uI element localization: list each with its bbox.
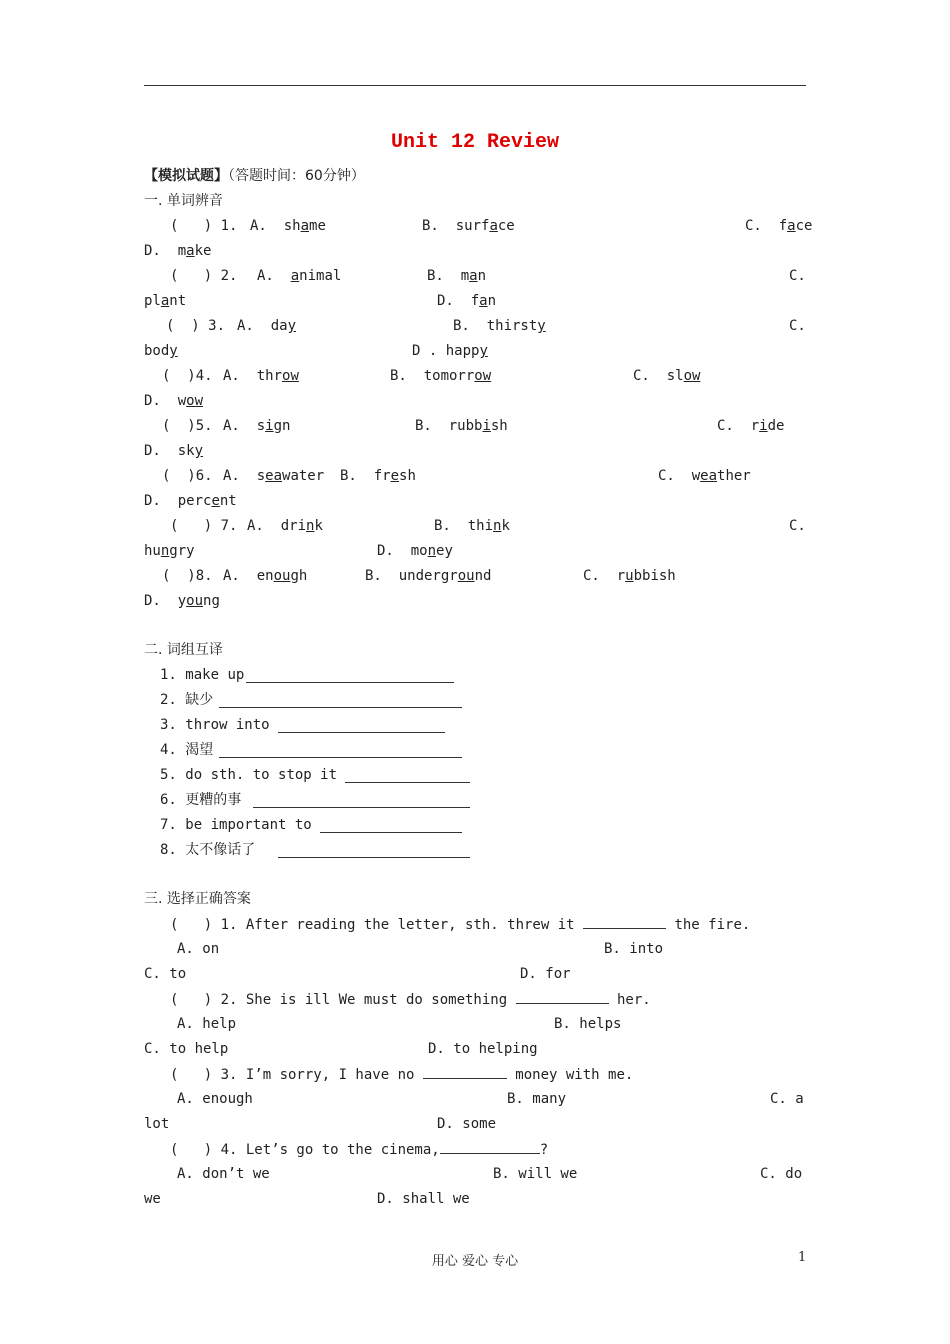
choice-option: B. into — [604, 941, 664, 957]
choice-option: A. enough — [177, 1091, 253, 1107]
option-letter: A. — [223, 368, 257, 384]
answer-blank[interactable] — [583, 915, 666, 929]
underlined-letters: ow — [282, 368, 299, 384]
option-c — [745, 217, 812, 235]
option-a — [223, 417, 290, 435]
stem-text: the fire. — [666, 917, 751, 933]
word-prefix: thirst — [486, 318, 538, 334]
option-a — [223, 367, 299, 385]
word-prefix: en — [256, 568, 274, 584]
word-prefix: sl — [666, 368, 684, 384]
word-prefix: perc — [177, 493, 212, 509]
exam-header — [144, 167, 365, 185]
word-suffix: bbish — [633, 568, 676, 584]
answer-blank[interactable] — [278, 857, 470, 858]
word-suffix: n — [477, 268, 487, 284]
phrase-text: make up — [185, 667, 245, 683]
question-number: ( )6. — [162, 468, 213, 484]
word-prefix: s — [256, 418, 266, 434]
underlined-letters: n — [160, 543, 170, 559]
choice-option: D. to helping — [428, 1041, 538, 1057]
question-number: ( ) 7. — [170, 518, 238, 534]
option-letter: A. — [247, 518, 281, 534]
word-suffix: ce — [497, 218, 515, 234]
question-stem — [170, 990, 651, 1009]
choice-option: B. helps — [554, 1016, 622, 1032]
choice-option: D. some — [437, 1116, 497, 1132]
word-prefix: tomorr — [423, 368, 475, 384]
stem-text: ( ) 2. She is ill We must do something — [170, 992, 516, 1008]
option-letter: C. — [789, 268, 806, 284]
option-letter: C. — [717, 418, 751, 434]
phrase-text: throw into — [185, 717, 279, 733]
underlined-letters: a — [290, 268, 300, 284]
phrase-row — [160, 841, 260, 859]
option-b — [365, 567, 491, 585]
choice-option: C. to — [144, 966, 187, 982]
word-prefix: r — [616, 568, 626, 584]
option-a — [223, 467, 324, 485]
phrase-row — [160, 791, 241, 809]
word-prefix: hu — [144, 543, 161, 559]
phrase-number: 1. — [160, 667, 186, 683]
underlined-letters: a — [469, 268, 478, 284]
header-rule — [144, 85, 806, 86]
option-letter: A. — [250, 218, 284, 234]
option-d — [412, 342, 488, 360]
question-number: ( ) 1. — [170, 218, 238, 234]
option-letter: D. — [144, 593, 178, 609]
underlined-letters: a — [186, 243, 195, 259]
choice-option: A. help — [177, 1016, 237, 1032]
option-letter: B. — [453, 318, 487, 334]
underlined-letters: ow — [683, 368, 701, 384]
word-suffix: nimal — [299, 268, 342, 284]
choice-option: we — [144, 1191, 161, 1207]
stem-text: her. — [608, 992, 651, 1008]
question-number: ( ) 2. — [170, 268, 238, 284]
underlined-letters: a — [787, 218, 796, 234]
word-suffix: nt — [219, 493, 237, 509]
word-prefix: m — [460, 268, 470, 284]
phrase-text: 更糟的事 — [185, 792, 242, 808]
option-letter: D. — [437, 293, 471, 309]
choice-option: C. do — [760, 1166, 803, 1182]
phrase-row — [160, 666, 244, 684]
word-suffix: ng — [203, 593, 220, 609]
option-b — [427, 267, 486, 285]
page-title: Unit 12 Review — [390, 131, 560, 154]
phrase-number: 8. — [160, 842, 186, 858]
option-letter: C. — [633, 368, 667, 384]
option-d — [144, 592, 220, 610]
stem-text: ? — [539, 1142, 549, 1158]
word-prefix: r — [750, 418, 760, 434]
option-letter: D. — [144, 493, 178, 509]
word-prefix: rubb — [448, 418, 483, 434]
option-letter: D . — [412, 343, 446, 359]
phrase-row — [160, 716, 278, 734]
option-letter: A. — [223, 468, 257, 484]
exam-label: 【模拟试题】 — [144, 168, 228, 184]
underlined-letters: y — [287, 318, 297, 334]
option-d — [437, 292, 496, 310]
word-prefix: sh — [283, 218, 301, 234]
choice-option: C. a — [770, 1091, 804, 1107]
option-letter: C. — [658, 468, 692, 484]
word-suffix: de — [767, 418, 785, 434]
underlined-letters: i — [759, 418, 768, 434]
phrase-text: 缺少 — [185, 692, 214, 708]
underlined-letters: ea — [700, 468, 718, 484]
option-b — [390, 367, 491, 385]
underlined-letters: n — [306, 518, 315, 534]
option-a — [223, 567, 307, 585]
option-word — [144, 342, 178, 360]
option-letter: A. — [223, 568, 257, 584]
option-letter: D. — [144, 243, 178, 259]
word-prefix: y — [177, 593, 187, 609]
option-d — [144, 442, 203, 460]
section2-heading: 二. 词组互译 — [144, 642, 223, 658]
time-note: （答题时间：60分钟） — [228, 168, 365, 184]
word-prefix: m — [177, 243, 187, 259]
option-letter: C. — [789, 518, 806, 534]
word-suffix: sh — [399, 468, 416, 484]
option-d — [144, 492, 237, 510]
phrase-number: 3. — [160, 717, 186, 733]
question-number: ( )4. — [162, 368, 213, 384]
word-suffix: k — [314, 518, 323, 534]
word-prefix: w — [177, 393, 187, 409]
word-prefix: thi — [467, 518, 494, 534]
option-a — [250, 217, 326, 235]
underlined-letters: i — [265, 418, 274, 434]
option-d — [144, 242, 211, 260]
option-b — [340, 467, 416, 485]
word-prefix: bod — [144, 343, 170, 359]
underlined-letters: y — [479, 343, 488, 359]
answer-blank[interactable] — [320, 832, 462, 833]
answer-blank[interactable] — [345, 782, 470, 783]
option-c — [717, 417, 784, 435]
word-suffix: ey — [436, 543, 453, 559]
option-letter: B. — [365, 568, 399, 584]
word-suffix: water — [282, 468, 325, 484]
underlined-letters: e — [211, 493, 220, 509]
option-letter: B. — [390, 368, 424, 384]
word-suffix: ce — [795, 218, 813, 234]
word-suffix: nd — [474, 568, 492, 584]
question-stem — [170, 915, 750, 934]
word-prefix: mo — [410, 543, 428, 559]
question-number: ( ) 3. — [166, 318, 226, 334]
option-letter: A. — [223, 418, 257, 434]
phrase-number: 7. — [160, 817, 186, 833]
choice-option: B. many — [507, 1091, 567, 1107]
stem-text: ( ) 3. I’m sorry, I have no — [170, 1067, 423, 1083]
underlined-letters: y — [537, 318, 546, 334]
choice-option: D. for — [520, 966, 571, 982]
answer-blank[interactable] — [219, 707, 462, 708]
question-stem — [170, 1065, 633, 1084]
word-prefix: sk — [177, 443, 195, 459]
underlined-letters: ow — [186, 393, 204, 409]
option-d — [144, 392, 203, 410]
option-word — [144, 542, 195, 560]
underlined-letters: i — [482, 418, 491, 434]
word-prefix: fr — [373, 468, 391, 484]
underlined-letters: ow — [474, 368, 492, 384]
option-letter: A. — [237, 318, 271, 334]
stem-text: ( ) 1. After reading the letter, sth. threw it — [170, 917, 584, 933]
underlined-letters: n — [427, 543, 437, 559]
choice-option: B. will we — [493, 1166, 578, 1182]
phrase-row — [160, 691, 213, 709]
section1-heading: 一. 单词辨音 — [144, 193, 223, 209]
phrase-text: be important to — [185, 817, 321, 833]
word-prefix: da — [270, 318, 288, 334]
word-prefix: thr — [256, 368, 283, 384]
answer-blank[interactable] — [516, 990, 609, 1004]
underlined-letters: ou — [273, 568, 291, 584]
word-suffix: gry — [169, 543, 195, 559]
word-suffix: sh — [490, 418, 508, 434]
phrase-number: 5. — [160, 767, 186, 783]
word-suffix: ke — [194, 243, 212, 259]
option-b — [434, 517, 510, 535]
word-suffix: me — [309, 218, 326, 234]
option-letter: D. — [144, 443, 178, 459]
word-prefix: s — [256, 468, 266, 484]
section3-heading: 三. 选择正确答案 — [144, 891, 251, 907]
word-suffix: gh — [290, 568, 308, 584]
phrase-row — [160, 741, 213, 759]
option-letter: B. — [340, 468, 374, 484]
underlined-letters: a — [489, 218, 498, 234]
option-letter: B. — [427, 268, 461, 284]
underlined-letters: n — [493, 518, 502, 534]
word-prefix: pl — [144, 293, 161, 309]
choice-option: A. don’t we — [177, 1166, 270, 1182]
underlined-letters: a — [479, 293, 488, 309]
answer-blank[interactable] — [423, 1065, 507, 1079]
option-a — [237, 317, 296, 335]
option-a — [257, 267, 341, 285]
option-letter: C. — [745, 218, 779, 234]
choice-option: A. on — [177, 941, 220, 957]
option-letter: A. — [257, 268, 291, 284]
phrase-text: do sth. to stop it — [185, 767, 346, 783]
phrase-number: 4. — [160, 742, 186, 758]
option-b — [415, 417, 508, 435]
choice-option: D. shall we — [377, 1191, 470, 1207]
word-prefix: f — [778, 218, 788, 234]
option-letter: C. — [583, 568, 617, 584]
answer-blank[interactable] — [246, 682, 454, 683]
word-prefix: surf — [455, 218, 490, 234]
underlined-letters: y — [194, 443, 204, 459]
word-prefix: w — [691, 468, 701, 484]
word-suffix: nt — [169, 293, 187, 309]
word-prefix: happ — [445, 343, 480, 359]
phrase-number: 2. — [160, 692, 186, 708]
phrase-row — [160, 766, 345, 784]
underlined-letters: ou — [457, 568, 475, 584]
option-letter: B. — [434, 518, 468, 534]
phrase-text: 渴望 — [185, 742, 214, 758]
phrase-text: 太不像话了 — [185, 842, 260, 858]
word-prefix: undergr — [398, 568, 458, 584]
underlined-letters: u — [625, 568, 634, 584]
option-b — [422, 217, 515, 235]
question-number: ( )5. — [162, 418, 213, 434]
word-prefix: dri — [280, 518, 307, 534]
option-letter: C. — [789, 318, 806, 334]
stem-text: ( ) 4. Let’s go to the cinema, — [170, 1142, 440, 1158]
phrase-number: 6. — [160, 792, 186, 808]
option-letter: B. — [415, 418, 449, 434]
option-c — [583, 567, 676, 585]
option-c — [658, 467, 751, 485]
word-suffix: ther — [717, 468, 751, 484]
phrase-row — [160, 816, 320, 834]
word-suffix: gn — [273, 418, 291, 434]
answer-blank[interactable] — [440, 1140, 540, 1154]
answer-blank[interactable] — [253, 807, 470, 808]
underlined-letters: a — [300, 218, 310, 234]
option-b — [453, 317, 546, 335]
word-suffix: k — [501, 518, 510, 534]
answer-blank[interactable] — [219, 757, 462, 758]
option-a — [247, 517, 323, 535]
option-letter: B. — [422, 218, 456, 234]
question-stem — [170, 1140, 548, 1159]
page-number: 1 — [798, 1250, 807, 1265]
option-c — [633, 367, 700, 385]
underlined-letters: ou — [186, 593, 204, 609]
footer-text: 用心 爱心 专心 — [431, 1254, 519, 1269]
word-suffix: n — [487, 293, 497, 309]
choice-option: C. to help — [144, 1041, 229, 1057]
answer-blank[interactable] — [278, 732, 445, 733]
underlined-letters: y — [169, 343, 178, 359]
underlined-letters: ea — [265, 468, 283, 484]
underlined-letters: a — [160, 293, 170, 309]
option-d — [377, 542, 453, 560]
option-letter: D. — [144, 393, 178, 409]
choice-option: lot — [144, 1116, 170, 1132]
option-word — [144, 292, 186, 310]
stem-text: money with me. — [506, 1067, 634, 1083]
underlined-letters: e — [390, 468, 400, 484]
word-prefix: f — [470, 293, 480, 309]
question-number: ( )8. — [162, 568, 213, 584]
option-letter: D. — [377, 543, 411, 559]
